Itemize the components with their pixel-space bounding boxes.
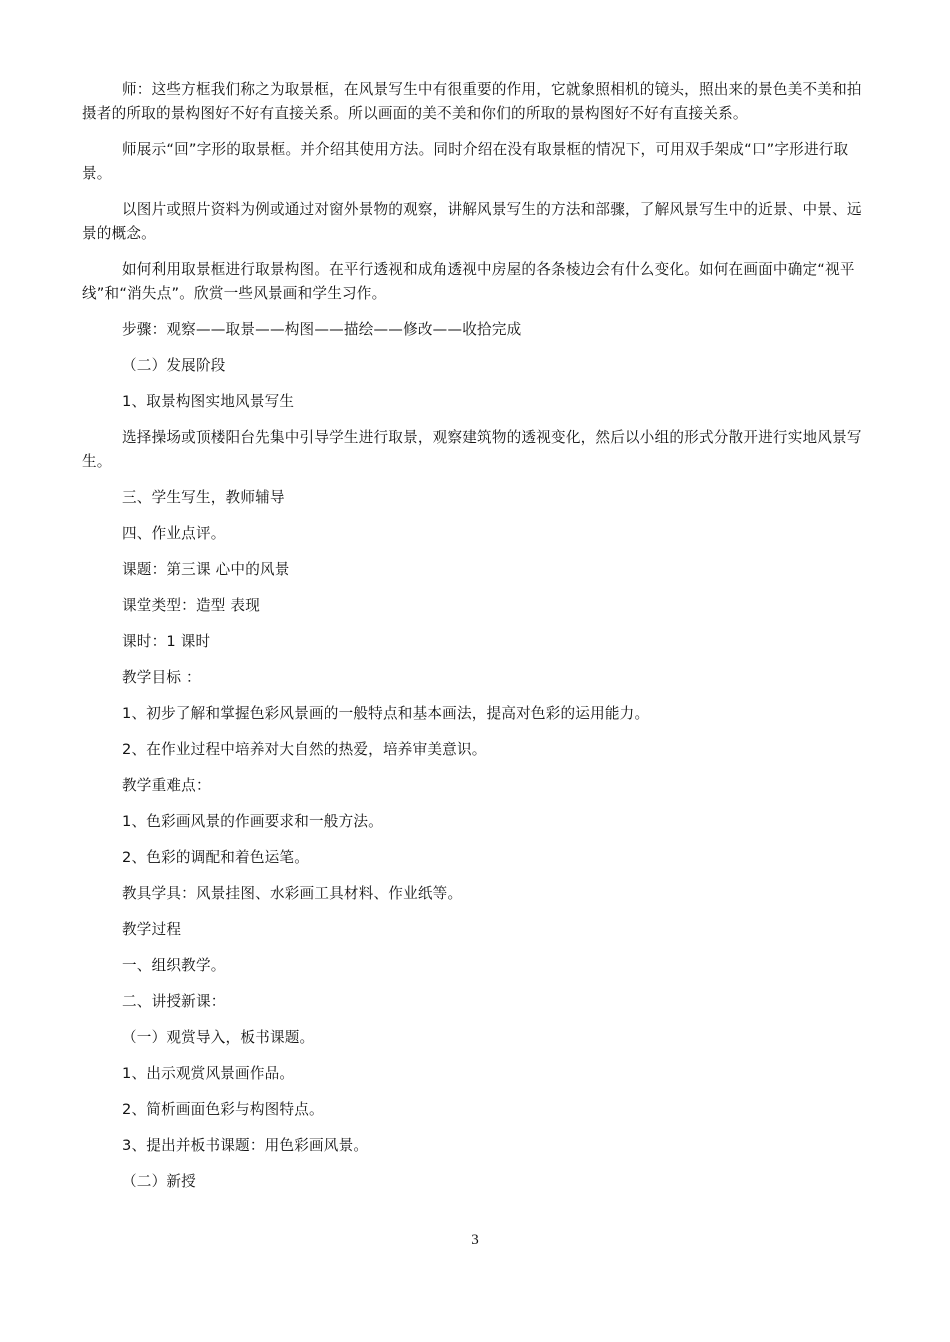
list-item-key-point-1: 1、色彩画风景的作画要求和一般方法。 (122, 813, 383, 830)
paragraph-perspective: 如何利用取景框进行取景构图。在平行透视和成角透视中房屋的各条棱边会有什么变化。如何在画面中确定“视平线”和“消失点”。欣赏一些风景画和学生习作。 (82, 261, 855, 302)
list-item-goal-2: 2、在作业过程中培养对大自然的热爱，培养审美意识。 (122, 741, 487, 758)
step-organize-teaching: 一、组织教学。 (122, 957, 226, 974)
step-new-lesson: 二、讲授新课： (122, 993, 226, 1010)
list-item-goal-1: 1、初步了解和掌握色彩风景画的一般特点和基本画法，提高对色彩的运用能力。 (122, 705, 650, 722)
list-item-show-works: 1、出示观赏风景画作品。 (122, 1065, 295, 1082)
lesson-type: 课堂类型：造型 表现 (122, 597, 260, 614)
heading-key-points: 教学重难点： (122, 777, 211, 794)
document-body (82, 78, 870, 1206)
list-item-board-title: 3、提出并板书课题：用色彩画风景。 (122, 1137, 369, 1154)
paragraph-field-sketch-detail: 选择操场或顶楼阳台先集中引导学生进行取景，观察建筑物的透视变化，然后以小组的形式分散开进行实地风景写生。 (82, 429, 862, 470)
paragraph-viewfinder-explanation: 师：这些方框我们称之为取景框，在风景写生中有很重要的作用，它就象照相机的镜头，照出来的景色美不美和拍摄者的所取的景构图好不好有直接关系。所以画面的美不美和你们的所取的景构图好不好有直接关系。 (82, 81, 862, 122)
teaching-materials: 教具学具：风景挂图、水彩画工具材料、作业纸等。 (122, 885, 463, 902)
lesson-title: 课题：第三课 心中的风景 (122, 561, 290, 578)
paragraph-steps: 步骤：观察——取景——构图——描绘——修改——收拾完成 (122, 321, 522, 338)
page-number: 3 (471, 1232, 479, 1248)
heading-teaching-process: 教学过程 (122, 921, 182, 938)
sub-step-new-teaching: （二）新授 (122, 1173, 196, 1190)
list-item-field-sketch: 1、取景构图实地风景写生 (122, 393, 295, 410)
sub-step-appreciation: （一）观赏导入，板书课题。 (122, 1029, 315, 1046)
heading-development-stage: （二）发展阶段 (122, 357, 226, 374)
paragraph-sketch-method: 以图片或照片资料为例或通过对窗外景物的观察，讲解风景写生的方法和部骤，了解风景写生中的近景、中景、远景的概念。 (82, 201, 862, 242)
list-item-analyze: 2、简析画面色彩与构图特点。 (122, 1101, 324, 1118)
lesson-hours: 课时：1 课时 (122, 633, 211, 650)
heading-homework-review: 四、作业点评。 (122, 525, 226, 542)
paragraph-viewfinder-demo: 师展示“回”字形的取景框。并介绍其使用方法。同时介绍在没有取景框的情况下，可用双手架成“口”字形进行取景。 (82, 141, 849, 182)
heading-student-sketch: 三、学生写生，教师辅导 (122, 489, 285, 506)
list-item-key-point-2: 2、色彩的调配和着色运笔。 (122, 849, 310, 866)
heading-teaching-goals: 教学目标 ： (122, 669, 201, 686)
